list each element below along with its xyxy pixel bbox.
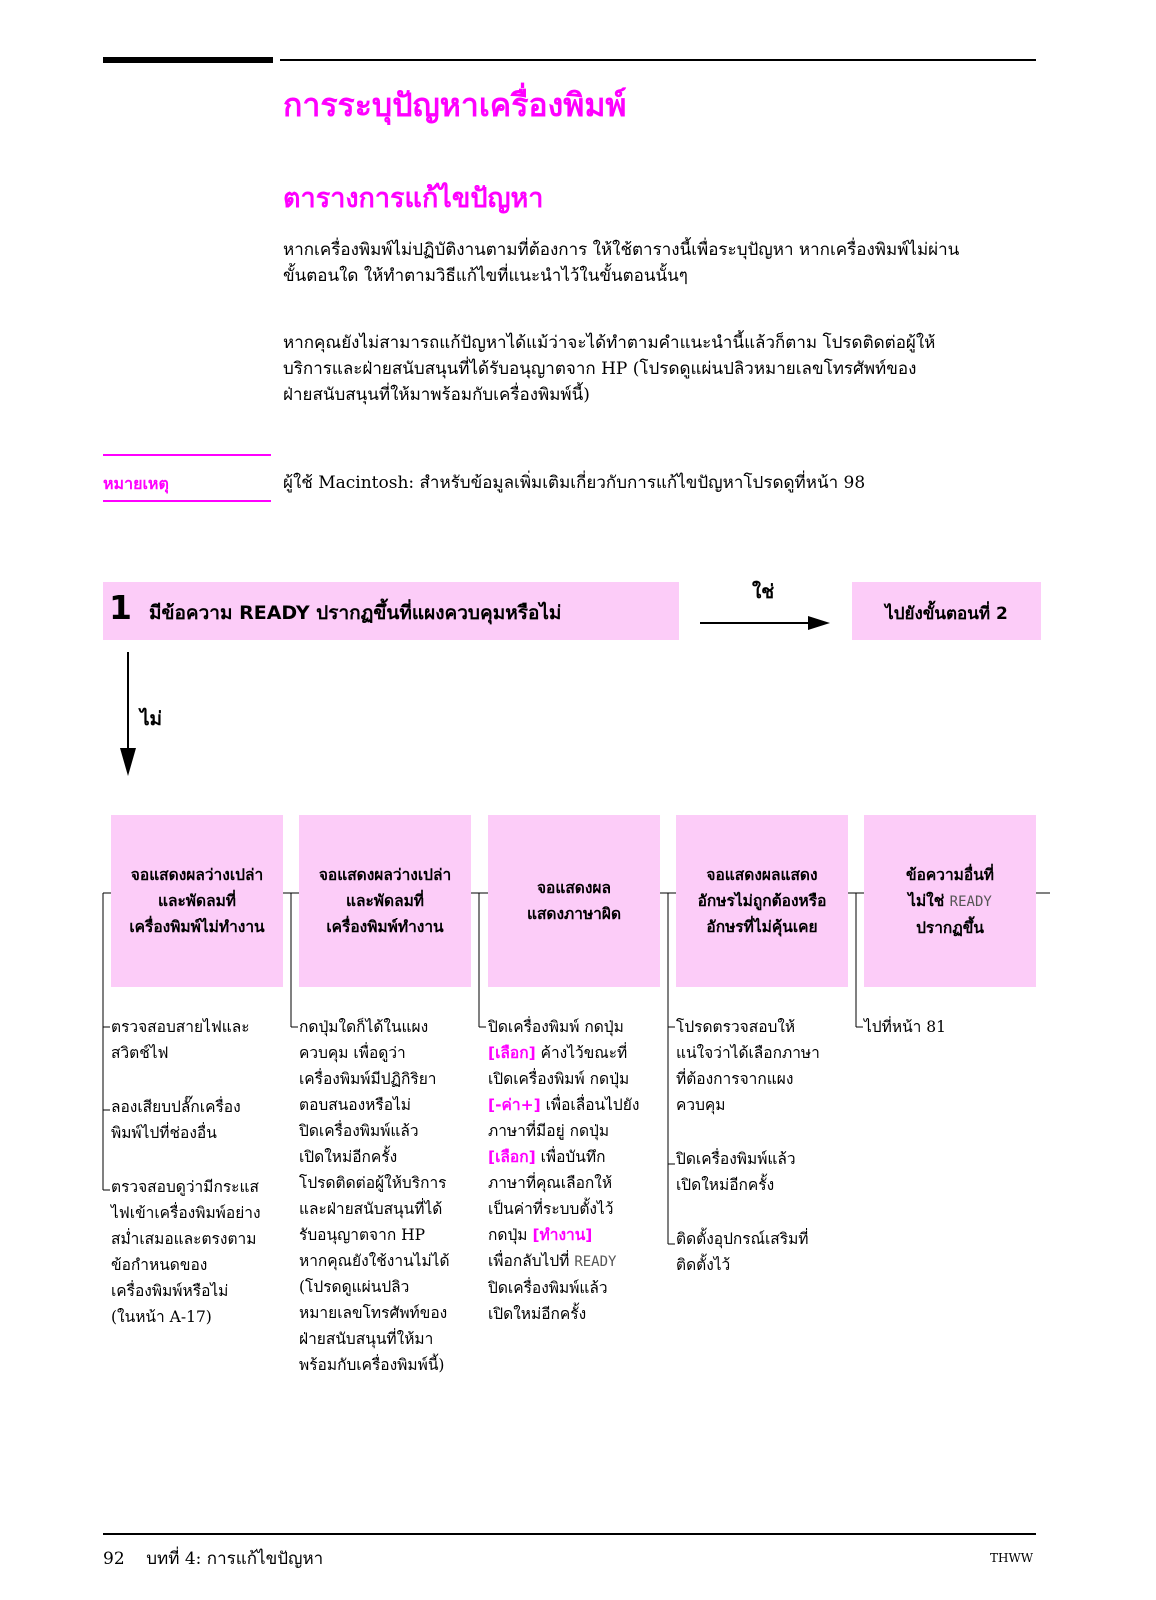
ready-lcd-text: READY (574, 1254, 617, 1270)
ready-lcd-text: READY (949, 893, 992, 910)
list-item: ไปที่หน้า 81 (864, 1018, 947, 1036)
condition-box-4: จอแสดงผลแสดง อักษรไม่ถูกต้องหรือ อักษรที่ไม่คุ้นเคย (676, 815, 848, 987)
select-key-label: [เลือก] (488, 1044, 536, 1062)
condition-box-3: จอแสดงผล แสดงภาษาผิด (488, 815, 660, 987)
list-item: ติดตั้งอุปกรณ์เสริมที่ ติดตั้งไว้ (676, 1230, 809, 1274)
page-title: การระบุปัญหาเครื่องพิมพ์ (283, 86, 627, 124)
footer-page-info: 92 บทที่ 4: การแก้ไขปัญหา (103, 1549, 324, 1569)
condition-box-2: จอแสดงผลว่างเปล่า และพัดลมที่ เครื่องพิมพ์ทำงาน (299, 815, 471, 987)
goto-step-2-box (852, 582, 1041, 640)
header-rule-thick (103, 57, 273, 63)
list-item: โปรดตรวจสอบให้ แน่ใจว่าได้เลือกภาษา ที่ต้องการจากแผง ควบคุม (676, 1018, 820, 1114)
goto-step-2-label: ไปยังขั้นตอนที่ 2 (885, 604, 1008, 624)
note-label: หมายเหตุ (103, 474, 169, 493)
step-1-box (103, 582, 679, 640)
solutions-column-5 (864, 1014, 946, 1068)
header-rule-thin (280, 59, 1036, 61)
no-label: ไม่ (140, 708, 163, 730)
list-item: ตรวจสอบสายไฟและ สวิตช์ไฟ (111, 1018, 250, 1062)
list-item: กดปุ่มใดก็ได้ในแผง ควบคุม เพื่อดูว่า เครื่องพิมพ์มีปฏิกิริยา ตอบสนองหรือไม่ ปิดเครื่องพิมพ์แล้ว เปิดใหม่อีกครั้ง โปรดติดต่อผู้ให้บริการ และฝ่ายสนับสนุนที่ได้ รับอนุญาตจาก HP หากคุณยังใช้งานไม่ได้ (โปรดดูแผ่นปลิว หมายเลขโทรศัพท์ของ ฝ่ายสนับสนุนที่ให้มา พร้อมกับเครื่องพิมพ์นี้) (299, 1018, 450, 1374)
step-question: มีข้อความ READY ปรากฏขึ้นที่แผงควบคุมหรือไม่ (149, 602, 562, 624)
no-arrow-icon (118, 652, 138, 778)
note-text: ผู้ใช้ Macintosh: สำหรับข้อมูลเพิ่มเติมเกี่ยวกับการแก้ไขปัญหาโปรดดูที่หน้า 98 (283, 473, 866, 493)
list-item: ปิดเครื่องพิมพ์แล้ว เปิดใหม่อีกครั้ง (676, 1150, 796, 1194)
note-rule-bottom (103, 500, 271, 502)
select-key-label: [เลือก] (488, 1148, 536, 1166)
section-title: ตารางการแก้ไขปัญหา (283, 183, 544, 214)
footer-rule (103, 1533, 1036, 1535)
value-key-label: [-ค่า+] (488, 1096, 541, 1114)
intro-paragraph-2: หากคุณยังไม่สามารถแก้ปัญหาได้แม้ว่าจะได้ทำตามคำแนะนำนี้แล้วก็ตาม โปรดติดต่อผู้ให้ บริการและฝ่ายสนับสนุนที่ได้รับอนุญาตจาก HP (โปรดดูแผ่นปลิวหมายเลขโทรศัพท์ของ ฝ่ายสนับสนุนที่ให้มาพร้อมกับเครื่องพิมพ์นี้) (283, 333, 936, 405)
list-item: ตรวจสอบดูว่ามีกระแส ไฟเข้าเครื่องพิมพ์อย่าง สม่ำเสมอและตรงตาม ข้อกำหนดของ เครื่องพิมพ์หรือไม่ (ในหน้า A-17) (111, 1178, 261, 1326)
footer-doc-code: THWW (990, 1551, 1034, 1565)
condition-box-5: ข้อความอื่นที่ ไม่ใช่ READY ปรากฏขึ้น (864, 815, 1036, 987)
yes-label: ใช่ (752, 581, 775, 603)
note-rule-top (103, 454, 271, 456)
list-item: ลองเสียบปลั๊กเครื่อง พิมพ์ไปที่ช่องอื่น (111, 1098, 241, 1142)
go-key-label: [ทำงาน] (532, 1226, 593, 1244)
solutions-column-1 (111, 1014, 261, 1358)
solutions-column-3 (488, 1014, 639, 1355)
step-number: 1 (109, 588, 132, 627)
condition-box-1: จอแสดงผลว่างเปล่า และพัดลมที่ เครื่องพิมพ์ไม่ทำงาน (111, 815, 283, 987)
solutions-column-2 (299, 1014, 450, 1406)
list-item: ปิดเครื่องพิมพ์ กดปุ่ม [เลือก] ค้างไว้ขณะที่ เปิดเครื่องพิมพ์ กดปุ่ม [-ค่า+] เพื่อเลื่อนไปยัง ภาษาที่มีอยู่ กดปุ่ม [เลือก] เพื่อบันทึก ภาษาที่คุณเลือกให้ เป็นค่าที่ระบบตั้งไว้ กดปุ่ม [ทำงาน] เพื่อกลับไปที่ READY ปิดเครื่องพิมพ์แล้ว เปิดใหม่อีกครั้ง (488, 1018, 640, 1323)
intro-paragraph-1: หากเครื่องพิมพ์ไม่ปฏิบัติงานตามที่ต้องการ ให้ใช้ตารางนี้เพื่อระบุปัญหา หากเครื่องพิมพ์ไม่ผ่าน ขั้นตอนใด ให้ทำตามวิธีแก้ไขที่แนะนำไว้ในขั้นตอนนั้นๆ (283, 240, 960, 286)
yes-arrow-icon (700, 615, 832, 631)
solutions-column-4 (676, 1014, 820, 1306)
